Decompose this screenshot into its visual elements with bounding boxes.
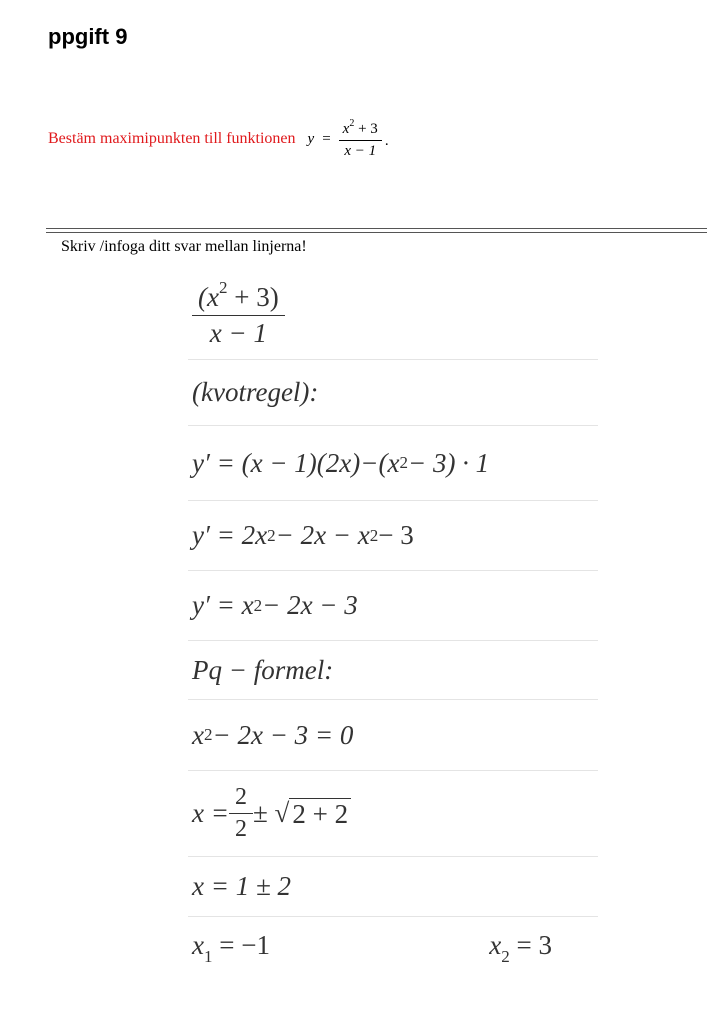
answer-work	[188, 268, 598, 979]
period: .	[384, 133, 389, 149]
work-row-derivative-simplified: y′ = x 2 − 2x − 3	[188, 571, 598, 641]
question-text: Bestäm maximipunkten till funktionen	[48, 130, 296, 147]
work-row-pq: Pq − formel:	[188, 641, 598, 700]
pq-fraction: $\frac{2}{2}$	[229, 784, 253, 843]
work-row-derivative: y′ = (x − 1)(2x)−(x 2 − 3) · 1	[188, 426, 598, 501]
work-row-pq-formula: x = $\frac{2}{2}$ ± √ 2 + 2	[188, 771, 598, 857]
work-row-derivative-expanded: y′ = 2x 2 − 2x − x 2 − 3	[188, 501, 598, 571]
fraction-denominator: x − 1	[344, 143, 377, 159]
divider-bottom	[46, 232, 707, 233]
work-row-roots	[188, 917, 598, 979]
divider-top	[46, 228, 707, 229]
work-fraction	[192, 278, 285, 349]
question	[48, 118, 389, 160]
work-row-equation: x 2 − 2x − 3 = 0	[188, 700, 598, 771]
page-title: ppgift 9	[48, 24, 128, 49]
fraction-numerator: $x^2 + 3$	[339, 118, 382, 141]
root-x1: $x_1 = -1$	[192, 929, 270, 966]
work-row-function	[188, 268, 598, 360]
work-row-solution: x = 1 ± 2	[188, 857, 598, 917]
function-equation	[308, 118, 389, 160]
square-root: 2 + 2	[289, 798, 351, 830]
work-denominator: x − 1	[209, 318, 267, 348]
work-numerator: $(x^2 + 3)$	[192, 278, 285, 316]
root-x2: $x_2 = 3$	[489, 929, 552, 966]
eq-sign: =	[322, 130, 331, 147]
instruction-text: Skriv /infoga ditt svar mellan linjerna!	[61, 238, 307, 255]
function-fraction	[339, 118, 382, 160]
eq-y: y	[307, 130, 315, 147]
work-row-kvotregel: (kvotregel):	[188, 360, 598, 426]
